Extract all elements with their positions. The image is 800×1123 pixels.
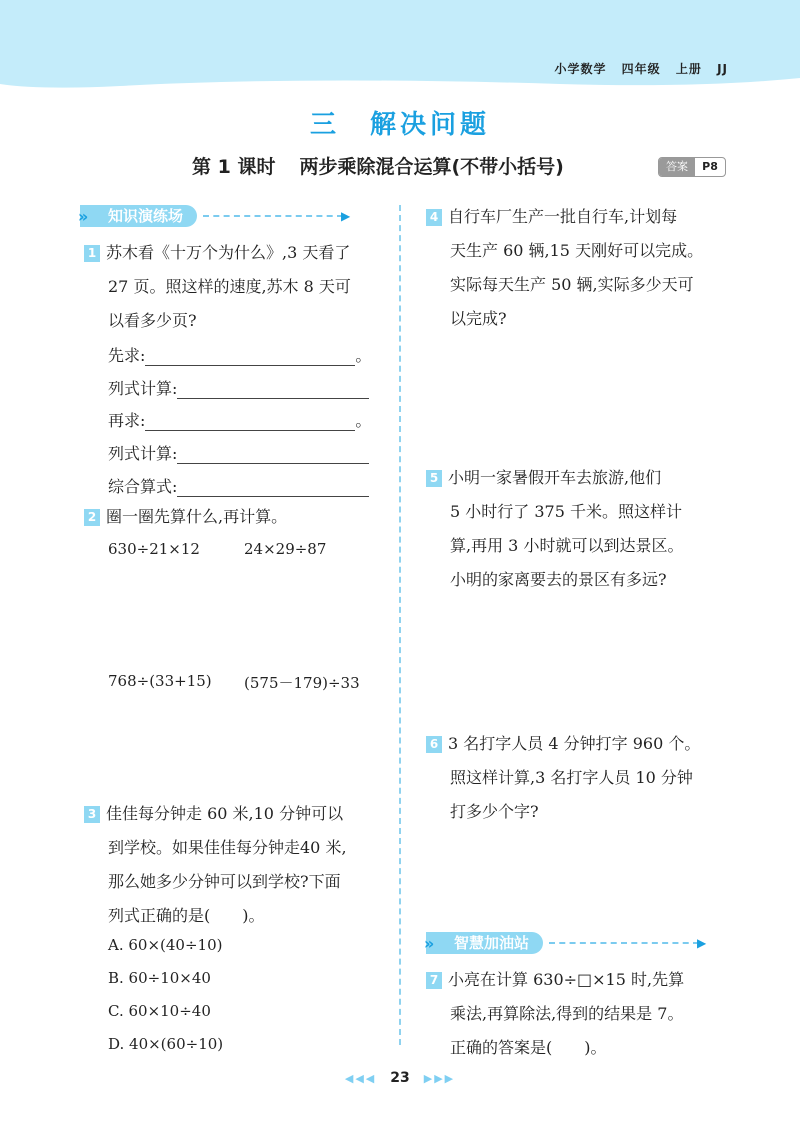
page-header [544, 60, 728, 77]
step-label: 列式计算: [108, 379, 178, 398]
question-6 [426, 727, 736, 829]
answer-tag-label: 答案 [659, 158, 695, 176]
column-divider [399, 205, 401, 1045]
question-number: 4 [426, 209, 442, 226]
option-a[interactable]: A. 60×(40÷10) [108, 936, 223, 954]
question-text: 以完成? [450, 309, 507, 328]
question-text: 3 名打字人员 4 分钟打字 960 个。 [448, 734, 701, 753]
answer-line[interactable] [145, 347, 355, 366]
banner-dash [549, 942, 699, 944]
double-chevron-icon: » [424, 934, 435, 953]
double-chevron-icon: » [78, 207, 89, 226]
answer-row-calc1[interactable] [108, 376, 369, 399]
period: 。 [355, 346, 372, 365]
answer-row-first[interactable] [108, 343, 371, 366]
header-edition: JJ [717, 62, 728, 76]
question-4 [426, 200, 736, 336]
expression: (575－179)÷33 [244, 674, 360, 692]
answer-row-calc2[interactable] [108, 441, 369, 464]
question-number: 1 [84, 245, 100, 262]
question-text: 照这样计算,3 名打字人员 10 分钟 [450, 768, 693, 787]
answer-line[interactable] [145, 412, 355, 431]
question-text: 乘法,再算除法,得到的结果是 7。 [450, 1004, 684, 1023]
expression: 630÷21×12 [108, 540, 200, 558]
option-b[interactable]: B. 60÷10×40 [108, 969, 211, 987]
options-list [108, 929, 223, 1061]
header-subject: 小学数学 [554, 62, 607, 76]
question-7 [426, 963, 746, 1065]
section-banner-practice [80, 205, 350, 227]
question-text: 正确的答案是( )。 [450, 1038, 607, 1057]
arrow-right-icon: ▶ [697, 936, 707, 950]
step-label: 再求: [108, 411, 146, 430]
question-text: 小明的家离要去的景区有多远? [450, 570, 667, 589]
lesson-title [192, 152, 564, 179]
next-arrows-icon: ▶▶▶ [423, 1072, 456, 1085]
step-label: 综合算式: [108, 477, 178, 496]
header-volume: 上册 [675, 62, 702, 76]
answer-line[interactable] [177, 380, 369, 399]
question-text: 天生产 60 辆,15 天刚好可以完成。 [450, 241, 704, 260]
answer-row-then[interactable] [108, 408, 371, 431]
question-text: 27 页。照这样的速度,苏木 8 天可 [108, 277, 351, 296]
question-text: 打多少个字? [450, 802, 539, 821]
period: 。 [355, 411, 372, 430]
answer-row-combined[interactable] [108, 474, 369, 497]
prev-arrows-icon: ◀◀◀ [344, 1072, 377, 1085]
answer-tag [658, 157, 726, 177]
option-c[interactable]: C. 60×10÷40 [108, 1002, 211, 1020]
question-number: 6 [426, 736, 442, 753]
step-label: 列式计算: [108, 444, 178, 463]
question-number: 5 [426, 470, 442, 487]
option-d[interactable]: D. 40×(60÷10) [108, 1035, 224, 1053]
question-2 [84, 500, 287, 534]
question-text: 小明一家暑假开车去旅游,他们 [448, 468, 662, 487]
question-text: 算,再用 3 小时就可以到达景区。 [450, 536, 684, 555]
question-number: 7 [426, 972, 442, 989]
question-3 [84, 797, 394, 933]
page-number: 23 [390, 1070, 410, 1086]
section-banner-bonus [426, 932, 706, 954]
section-title: 知识演练场 [108, 207, 184, 225]
question-number: 3 [84, 806, 100, 823]
question-number: 2 [84, 509, 100, 526]
arrow-right-icon: ▶ [341, 209, 351, 223]
question-text: 自行车厂生产一批自行车,计划每 [448, 207, 678, 226]
question-text: 5 小时行了 375 千米。照这样计 [450, 502, 682, 521]
expression: 24×29÷87 [244, 540, 327, 558]
answer-line[interactable] [177, 445, 369, 464]
question-text: 那么她多少分钟可以到学校?下面 [108, 872, 341, 891]
question-text: 列式正确的是( )。 [108, 906, 265, 925]
question-text: 到学校。如果佳佳每分钟走40 米, [108, 838, 347, 857]
expression: 768÷(33+15) [108, 672, 212, 690]
step-label: 先求: [108, 346, 146, 365]
question-5 [426, 461, 736, 597]
lesson-number: 第 1 课时 [192, 156, 276, 178]
question-text: 以看多少页? [108, 311, 197, 330]
question-text: 苏木看《十万个为什么》,3 天看了 [106, 243, 351, 262]
question-1 [84, 236, 394, 338]
section-title: 智慧加油站 [454, 934, 530, 952]
page-footer [0, 1070, 800, 1086]
question-text: 圈一圈先算什么,再计算。 [106, 507, 288, 526]
question-text: 实际每天生产 50 辆,实际多少天可 [450, 275, 694, 294]
answer-tag-page: P8 [702, 160, 718, 173]
banner-dash [203, 215, 343, 217]
answer-line[interactable] [177, 478, 369, 497]
question-text: 小亮在计算 630÷□×15 时,先算 [448, 970, 685, 989]
question-text: 佳佳每分钟走 60 米,10 分钟可以 [106, 804, 344, 823]
lesson-name: 两步乘除混合运算(不带小括号) [299, 156, 564, 178]
unit-title: 三 解决问题 [309, 110, 490, 140]
header-grade: 四年级 [621, 62, 661, 76]
